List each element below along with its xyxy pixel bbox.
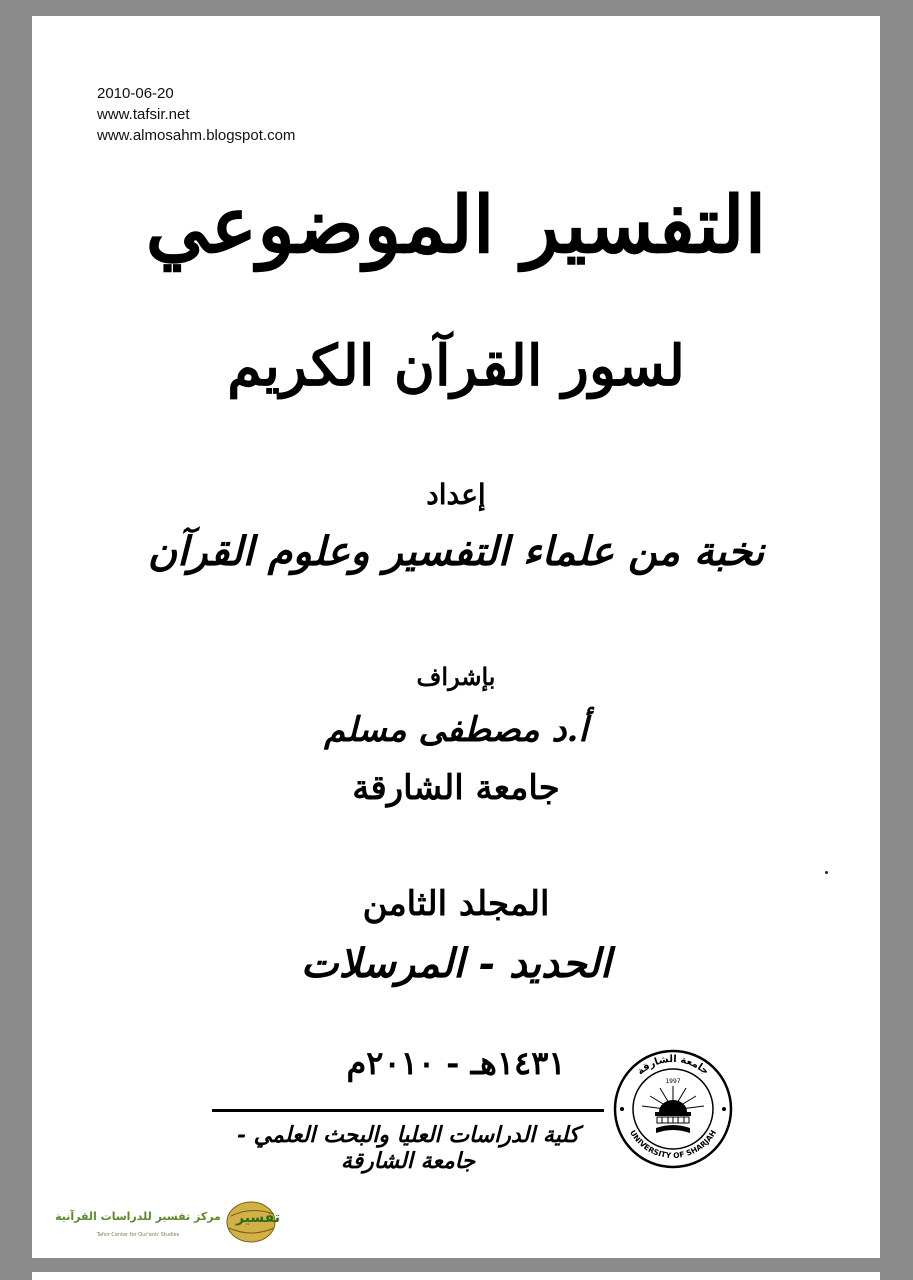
volume-label: المجلد الثامن (362, 884, 550, 924)
volume-surahs: الحديد - المرسلات (300, 940, 612, 987)
header-site-blog: www.almosahm.blogspot.com (97, 127, 296, 144)
header-date: 2010-06-20 (97, 85, 174, 102)
logo-english-name: Tafsir Center for Qur'anic Studies (96, 1232, 180, 1238)
seal-arabic-text: جامعة الشارقة (635, 1053, 711, 1078)
logo-arabic-name: مركز تفسير للدراسات القرآنية (55, 1210, 221, 1223)
tafsir-center-logo (46, 1192, 286, 1252)
stray-dot (825, 871, 828, 874)
seal-english-text: UNIVERSITY OF SHARJAH (628, 1128, 718, 1161)
supervisor-name: أ.د مصطفى مسلم (324, 710, 588, 750)
footer-institution: كلية الدراسات العليا والبحث العلمي - جامعة الشارقة (236, 1122, 580, 1174)
supervisor-university: جامعة الشارقة (352, 768, 560, 808)
supervision-label: بإشراف (416, 662, 496, 691)
preparation-authors: نخبة من علماء التفسير وعلوم القرآن (147, 528, 765, 575)
footer-rule (212, 1109, 604, 1112)
book-subtitle: لسور القرآن الكريم (227, 333, 685, 399)
publication-date: ١٤٣١هـ - ٢٠١٠م (346, 1044, 566, 1082)
document-page (32, 16, 880, 1258)
next-page-edge (32, 1272, 880, 1280)
seal-year: 1997 (665, 1078, 681, 1085)
header-site-tafsir: www.tafsir.net (97, 106, 190, 123)
logo-brand: تفسير (235, 1210, 281, 1226)
preparation-label: إعداد (426, 478, 486, 511)
university-seal (612, 1048, 734, 1170)
book-title: التفسير الموضوعي (145, 180, 767, 271)
seal-dome-icon (655, 1100, 691, 1133)
